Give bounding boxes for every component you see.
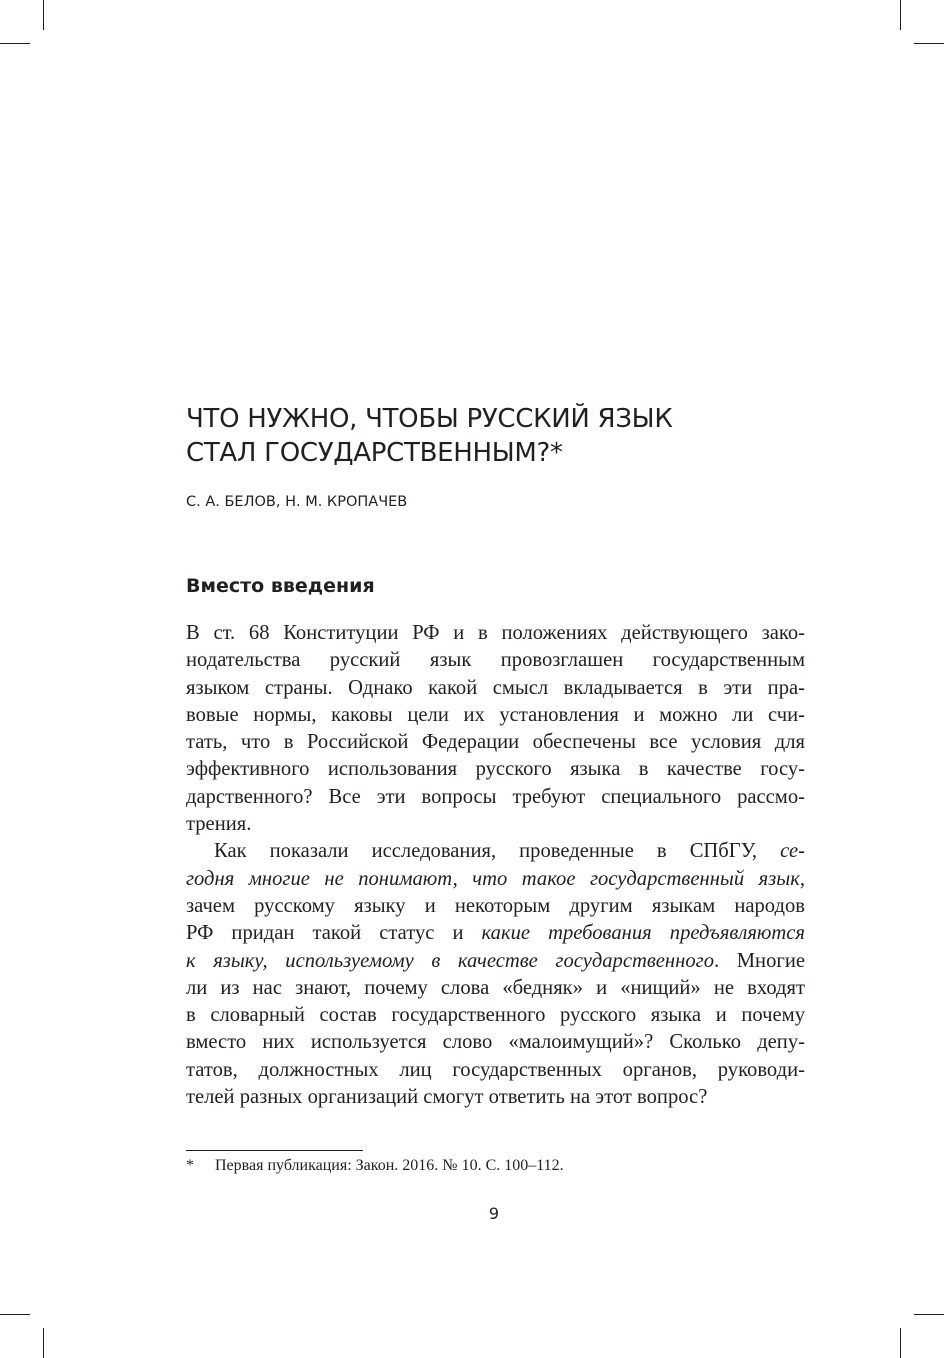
emphasis-run: к языку, используемому в качестве государственного [186, 949, 714, 972]
text-line: татов, должностных лиц государственных органов, руководи- [186, 1058, 805, 1081]
emphasis-run: се- [780, 840, 805, 863]
paragraph-1 [186, 620, 805, 838]
text-line: тать, что в Российской Федерации обеспечены все условия для [186, 731, 805, 754]
crop-mark-bottom-left [43, 1328, 44, 1358]
text-line: вовые нормы, каковы цели их установления и можно ли счи- [186, 703, 805, 726]
crop-mark-bottom-right-h [914, 1314, 944, 1315]
text-line: дарственного? Все эти вопросы требуют специального рассмо- [186, 785, 805, 808]
text-run: РФ придан такой статус и [186, 922, 482, 945]
text-line: эффективного использования русского языка в качестве госу- [186, 758, 805, 781]
text-line: языком страны. Однако какой смысл вкладывается в эти пра- [186, 676, 805, 699]
text-run: , [799, 867, 805, 890]
footnote [186, 1155, 564, 1177]
text-line [186, 838, 805, 865]
text-run: Как показали исследования, проведенные в СПбГУ, [214, 840, 781, 863]
text-line: в словарный состав государственного русского языка и почему [186, 1004, 805, 1027]
text-line: зачем русскому языку и некоторым другим языкам народов [186, 894, 805, 917]
crop-mark-top-left [43, 0, 44, 30]
chapter-title-line: ЧТО НУЖНО, ЧТОБЫ РУССКИЙ ЯЗЫК [186, 404, 673, 434]
text-line: телей разных организаций смогут ответить на этот вопрос? [186, 1086, 708, 1109]
text-line [186, 920, 805, 947]
chapter-authors: С. А. БЕЛОВ, Н. М. КРОПАЧЕВ [186, 494, 408, 510]
footnote-mark: * [186, 1157, 194, 1174]
footnote-divider [186, 1150, 363, 1151]
chapter-title [186, 402, 826, 470]
crop-mark-top-left-h [0, 43, 30, 44]
body-text [186, 620, 805, 1111]
crop-mark-bottom-right [900, 1328, 901, 1358]
crop-mark-top-right-h [914, 43, 944, 44]
text-line [186, 866, 805, 893]
emphasis-run: годня многие не понимают, что такое государственный язык [186, 867, 800, 890]
text-line: трения. [186, 813, 252, 836]
page-number: 9 [488, 1204, 500, 1223]
paragraph-2 [186, 838, 805, 1111]
section-heading: Вместо введения [186, 575, 375, 597]
text-line: В ст. 68 Конституции РФ и в положениях действующего зако- [186, 622, 805, 644]
emphasis-run: какие требования предъявляются [481, 922, 805, 945]
footnote-text: Первая публикация: Закон. 2016. № 10. С. 100–112. [215, 1157, 564, 1174]
text-line: нодательства русский язык провозглашен государственным [186, 649, 805, 672]
text-run: . Многие [714, 949, 805, 972]
crop-mark-top-right [900, 0, 901, 30]
text-line: вместо них используется слово «малоимущий»? Сколько депу- [186, 1031, 805, 1054]
text-line: ли из нас знают, почему слова «бедняк» и «нищий» не входят [186, 976, 805, 999]
chapter-title-line: СТАЛ ГОСУДАРСТВЕННЫМ?* [186, 438, 563, 468]
text-line [186, 948, 805, 975]
crop-mark-bottom-left-h [0, 1314, 30, 1315]
